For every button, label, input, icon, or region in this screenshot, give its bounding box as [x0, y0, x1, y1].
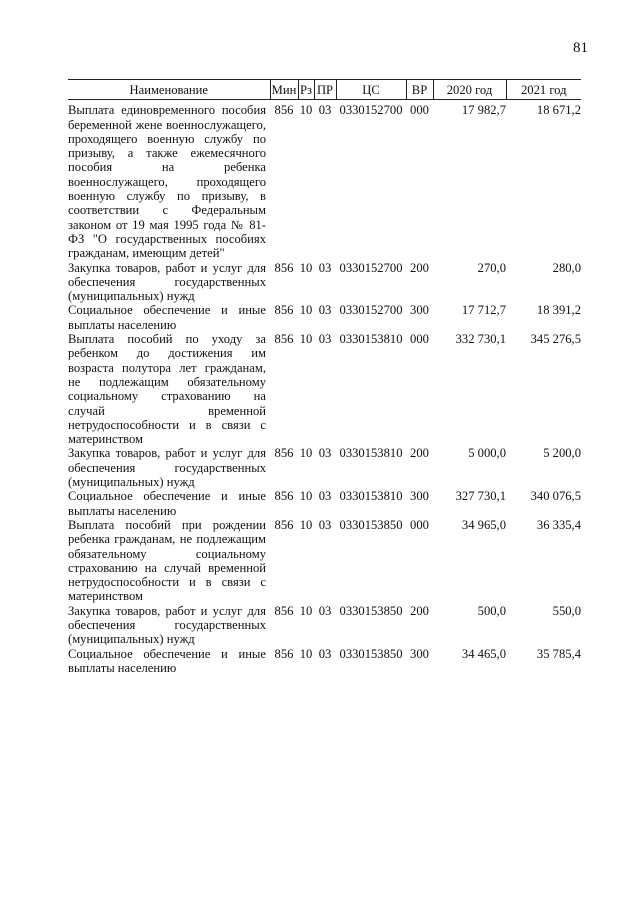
row-expense-type: 000 — [410, 103, 429, 118]
row-name: Выплата единовременного пособия беременной жене военнослужащего, проходящего военную службу по призыву, а также ежемесячного пособия на ребенка военнослужащего, проходящего военную службу по призыву, в соответствии с Федеральным законом от 19 мая 1995 года № 81-ФЗ "О государственных пособиях гражданам, имеющим детей" — [68, 103, 266, 261]
row-amount-2021: 550,0 — [552, 603, 581, 618]
row-section: 10 — [299, 260, 313, 275]
row-amount-2021: 18 671,2 — [536, 103, 581, 118]
table-row — [68, 604, 581, 647]
row-expense-type: 200 — [410, 260, 429, 275]
row-target-article: 0330152700 — [339, 260, 403, 275]
row-name: Социальное обеспечение и иные выплаты населению — [68, 489, 266, 518]
row-target-article: 0330153850 — [339, 603, 403, 618]
row-amount-2020: 17 712,7 — [461, 303, 506, 318]
row-amount-2020: 327 730,1 — [455, 489, 506, 504]
row-ministry: 856 — [274, 517, 294, 532]
row-amount-2020: 17 982,7 — [461, 103, 506, 118]
row-name: Закупка товаров, работ и услуг для обеспечения государственных (муниципальных) нужд — [68, 260, 266, 304]
row-target-article: 0330152700 — [339, 103, 403, 118]
row-section: 10 — [299, 603, 313, 618]
header-row — [68, 80, 581, 100]
row-name: Выплата пособий при рождении ребенка гражданам, не подлежащим обязательному социальному страхованию на случай временной нетрудоспособности и в связи с материнством — [68, 517, 266, 604]
table-row — [68, 446, 581, 489]
row-section: 10 — [299, 303, 313, 318]
table-row — [68, 489, 581, 518]
row-subsection: 03 — [318, 332, 332, 347]
row-name: Закупка товаров, работ и услуг для обеспечения государственных (муниципальных) нужд — [68, 603, 266, 647]
row-ministry: 856 — [274, 489, 294, 504]
table-row — [68, 261, 581, 304]
page-number: 81 — [573, 40, 588, 56]
row-subsection: 03 — [318, 260, 332, 275]
header-section: Рз — [298, 80, 314, 100]
row-subsection: 03 — [318, 603, 332, 618]
row-amount-2021: 340 076,5 — [530, 489, 581, 504]
row-target-article: 0330153810 — [339, 446, 403, 461]
row-amount-2020: 270,0 — [477, 260, 506, 275]
row-ministry: 856 — [274, 603, 294, 618]
row-expense-type: 300 — [410, 303, 429, 318]
header-name: Наименование — [68, 80, 270, 100]
row-ministry: 856 — [274, 446, 294, 461]
table-header — [68, 80, 581, 100]
table-row — [68, 518, 581, 604]
row-section: 10 — [299, 103, 313, 118]
row-amount-2020: 34 965,0 — [461, 517, 506, 532]
row-amount-2020: 332 730,1 — [455, 332, 506, 347]
row-ministry: 856 — [274, 303, 294, 318]
header-expense-type: ВР — [406, 80, 433, 100]
table-row — [68, 303, 581, 332]
row-subsection: 03 — [318, 103, 332, 118]
budget-table — [68, 79, 581, 675]
header-target-article: ЦС — [336, 80, 406, 100]
header-year-2020: 2020 год — [433, 80, 506, 100]
table-body — [68, 100, 581, 675]
row-expense-type: 200 — [410, 446, 429, 461]
row-target-article: 0330152700 — [339, 303, 403, 318]
row-target-article: 0330153810 — [339, 332, 403, 347]
row-amount-2021: 35 785,4 — [536, 646, 581, 661]
row-name: Социальное обеспечение и иные выплаты населению — [68, 303, 266, 332]
row-amount-2021: 345 276,5 — [530, 332, 581, 347]
row-amount-2020: 34 465,0 — [461, 646, 506, 661]
row-ministry: 856 — [274, 260, 294, 275]
row-section: 10 — [299, 489, 313, 504]
row-section: 10 — [299, 517, 313, 532]
header-subsection: ПР — [314, 80, 336, 100]
row-ministry: 856 — [274, 103, 294, 118]
row-name: Социальное обеспечение и иные выплаты населению — [68, 646, 266, 675]
row-amount-2021: 5 200,0 — [543, 446, 581, 461]
table-row — [68, 332, 581, 446]
row-amount-2020: 5 000,0 — [468, 446, 506, 461]
row-ministry: 856 — [274, 332, 294, 347]
row-target-article: 0330153810 — [339, 489, 403, 504]
row-name: Выплата пособий по уходу за ребенком до достижения им возраста полутора лет гражданам, не подлежащим обязательному социальному страхованию на случай временной нетрудоспособности и в связи с материнством — [68, 332, 266, 447]
header-year-2021: 2021 год — [506, 80, 581, 100]
row-expense-type: 000 — [410, 517, 429, 532]
row-expense-type: 000 — [410, 332, 429, 347]
row-expense-type: 300 — [410, 646, 429, 661]
row-subsection: 03 — [318, 446, 332, 461]
row-subsection: 03 — [318, 646, 332, 661]
row-ministry: 856 — [274, 646, 294, 661]
row-target-article: 0330153850 — [339, 517, 403, 532]
row-section: 10 — [299, 646, 313, 661]
table-row — [68, 647, 581, 676]
row-expense-type: 200 — [410, 603, 429, 618]
row-subsection: 03 — [318, 517, 332, 532]
row-target-article: 0330153850 — [339, 646, 403, 661]
row-amount-2021: 36 335,4 — [536, 517, 581, 532]
header-ministry: Мин — [270, 80, 298, 100]
table-row — [68, 100, 581, 261]
row-amount-2021: 18 391,2 — [536, 303, 581, 318]
row-amount-2020: 500,0 — [477, 603, 506, 618]
row-name: Закупка товаров, работ и услуг для обеспечения государственных (муниципальных) нужд — [68, 446, 266, 490]
row-section: 10 — [299, 332, 313, 347]
row-subsection: 03 — [318, 489, 332, 504]
row-amount-2021: 280,0 — [552, 260, 581, 275]
row-subsection: 03 — [318, 303, 332, 318]
row-section: 10 — [299, 446, 313, 461]
row-expense-type: 300 — [410, 489, 429, 504]
